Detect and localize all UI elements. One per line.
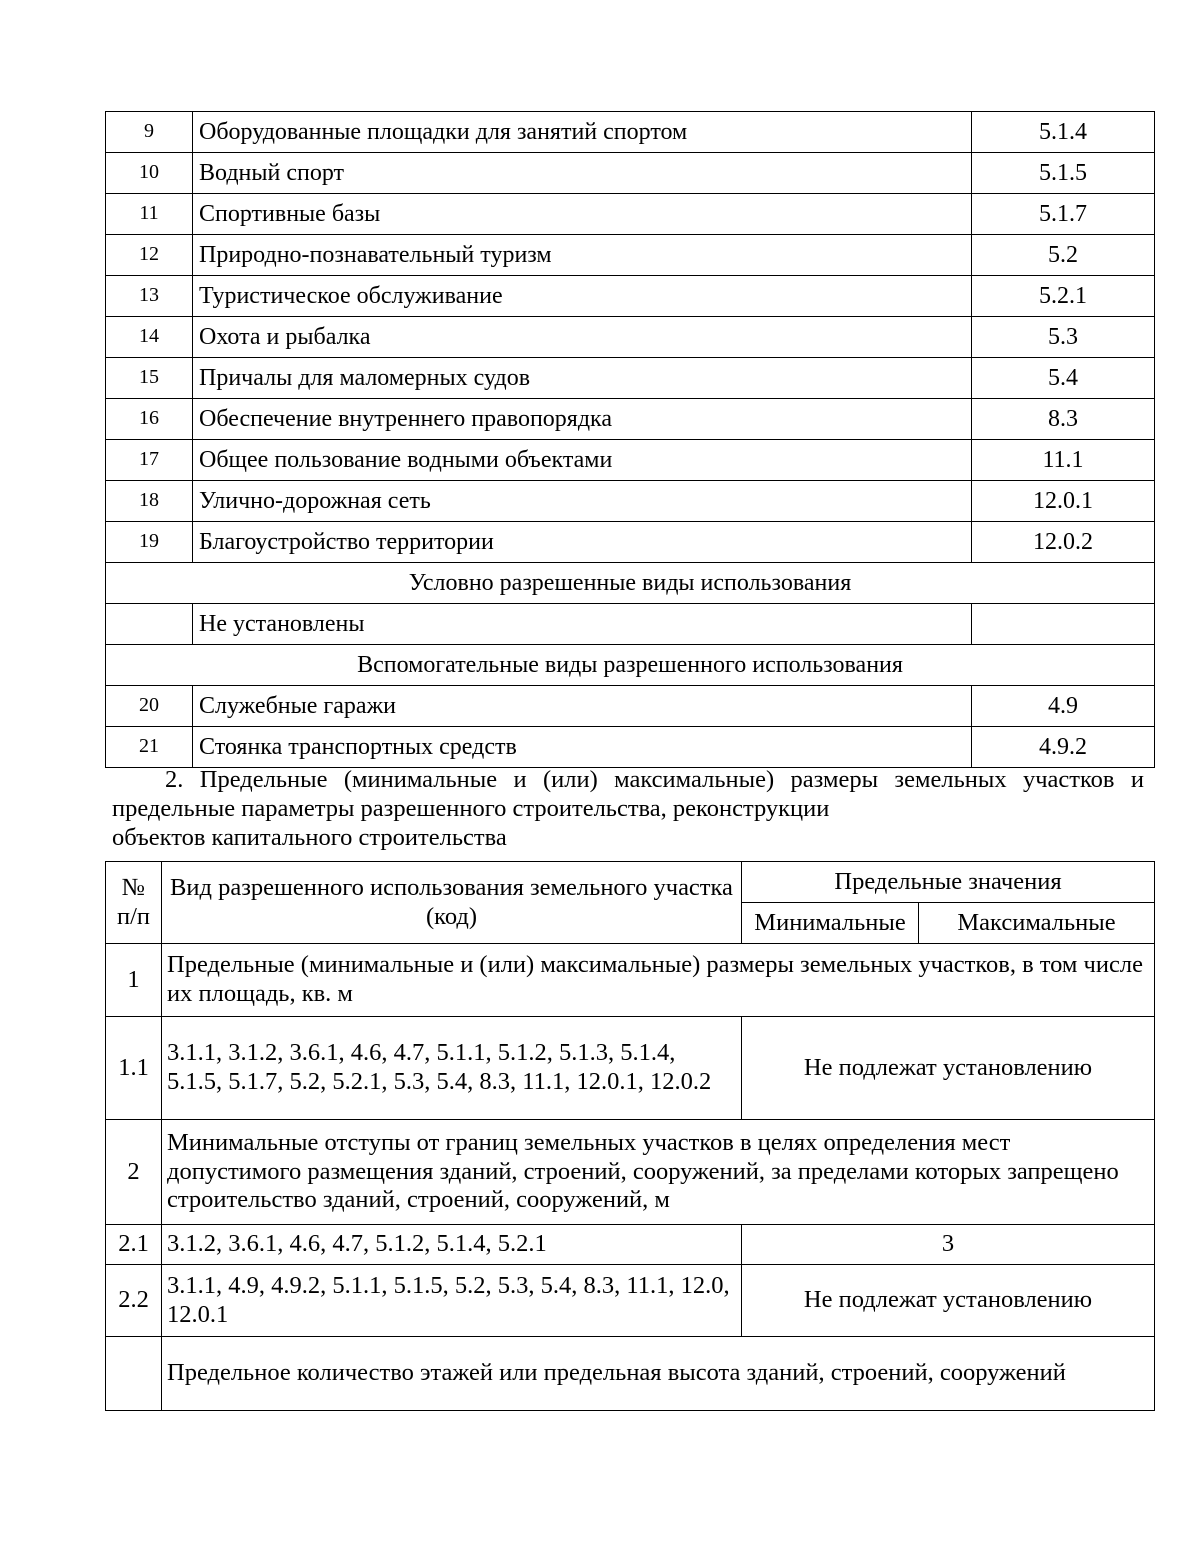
table-row bbox=[106, 727, 1155, 768]
table-row bbox=[106, 194, 1155, 235]
use-name: Причалы для маломерных судов bbox=[193, 358, 972, 399]
row-number bbox=[106, 1337, 162, 1411]
use-code: 5.1.4 bbox=[972, 112, 1155, 153]
use-code: 12.0.2 bbox=[972, 522, 1155, 563]
row-number: 13 bbox=[106, 276, 193, 317]
table-row bbox=[106, 522, 1155, 563]
row-number: 14 bbox=[106, 317, 193, 358]
paragraph-text: 2. Предельные (минимальные и (или) максимальные) размеры земельных участков и предельные параметры разрешенного строительства, реконструкции bbox=[112, 766, 1144, 822]
row-value: 3 bbox=[742, 1225, 1155, 1265]
row-number: 10 bbox=[106, 153, 193, 194]
table-row bbox=[106, 440, 1155, 481]
use-name: Обеспечение внутреннего правопорядка bbox=[193, 399, 972, 440]
row-number: 2 bbox=[106, 1120, 162, 1225]
table-row bbox=[106, 481, 1155, 522]
row-number: 21 bbox=[106, 727, 193, 768]
row-codes: 3.1.1, 4.9, 4.9.2, 5.1.1, 5.1.5, 5.2, 5.3, 5.4, 8.3, 11.1, 12.0, 12.0.1 bbox=[162, 1265, 742, 1337]
table-row bbox=[106, 358, 1155, 399]
use-name: Природно-познавательный туризм bbox=[193, 235, 972, 276]
table-row bbox=[106, 1225, 1155, 1265]
use-code: 5.3 bbox=[972, 317, 1155, 358]
table-row bbox=[106, 112, 1155, 153]
use-name: Водный спорт bbox=[193, 153, 972, 194]
table-row bbox=[106, 944, 1155, 1017]
use-name: Благоустройство территории bbox=[193, 522, 972, 563]
use-code: 5.1.7 bbox=[972, 194, 1155, 235]
conditional-uses-header: Условно разрешенные виды использования bbox=[106, 563, 1155, 604]
row-number: 15 bbox=[106, 358, 193, 399]
row-number: 16 bbox=[106, 399, 193, 440]
use-name: Улично-дорожная сеть bbox=[193, 481, 972, 522]
use-name: Стоянка транспортных средств bbox=[193, 727, 972, 768]
row-text: Предельные (минимальные и (или) максимальные) размеры земельных участков, в том числе их площадь, кв. м bbox=[162, 944, 1155, 1017]
table-row bbox=[106, 686, 1155, 727]
row-number: 1 bbox=[106, 944, 162, 1017]
row-text: Минимальные отступы от границ земельных участков в целях определения мест допустимого размещения зданий, строений, сооружений, за пределами которых запрещено строительство зданий, строений, сооружений, м bbox=[162, 1120, 1155, 1225]
paragraph-text-end: объектов капитального строительства bbox=[112, 823, 507, 851]
table-header-row bbox=[106, 862, 1155, 903]
table-row bbox=[106, 276, 1155, 317]
use-code: 11.1 bbox=[972, 440, 1155, 481]
row-number: 11 bbox=[106, 194, 193, 235]
table-row bbox=[106, 153, 1155, 194]
use-name: Не установлены bbox=[193, 604, 972, 645]
use-name: Оборудованные площадки для занятий спортом bbox=[193, 112, 972, 153]
use-name: Общее пользование водными объектами bbox=[193, 440, 972, 481]
use-code: 4.9 bbox=[972, 686, 1155, 727]
row-text: Предельное количество этажей или предельная высота зданий, строений, сооружений bbox=[162, 1337, 1155, 1411]
permitted-uses-table bbox=[105, 111, 1155, 768]
table-row bbox=[106, 604, 1155, 645]
auxiliary-uses-header: Вспомогательные виды разрешенного использования bbox=[106, 645, 1155, 686]
header-max: Максимальные bbox=[919, 903, 1155, 944]
limits-table bbox=[105, 861, 1155, 1411]
use-code: 5.2 bbox=[972, 235, 1155, 276]
use-code: 5.4 bbox=[972, 358, 1155, 399]
row-number: 2.1 bbox=[106, 1225, 162, 1265]
row-number: 19 bbox=[106, 522, 193, 563]
row-codes: 3.1.2, 3.6.1, 4.6, 4.7, 5.1.2, 5.1.4, 5.2.1 bbox=[162, 1225, 742, 1265]
header-number: № п/п bbox=[106, 862, 162, 944]
header-use-type: Вид разрешенного использования земельного участка (код) bbox=[162, 862, 742, 944]
use-code: 5.1.5 bbox=[972, 153, 1155, 194]
use-code: 4.9.2 bbox=[972, 727, 1155, 768]
row-number: 18 bbox=[106, 481, 193, 522]
row-value: Не подлежат установлению bbox=[742, 1265, 1155, 1337]
use-code: 5.2.1 bbox=[972, 276, 1155, 317]
use-name: Спортивные базы bbox=[193, 194, 972, 235]
table-row bbox=[106, 235, 1155, 276]
section-header-row bbox=[106, 563, 1155, 604]
row-value: Не подлежат установлению bbox=[742, 1017, 1155, 1120]
row-number: 12 bbox=[106, 235, 193, 276]
row-number: 1.1 bbox=[106, 1017, 162, 1120]
table-row bbox=[106, 1337, 1155, 1411]
section-header-row bbox=[106, 645, 1155, 686]
row-number bbox=[106, 604, 193, 645]
row-number: 20 bbox=[106, 686, 193, 727]
section-2-heading bbox=[112, 766, 1144, 853]
header-limits: Предельные значения bbox=[742, 862, 1155, 903]
table-row bbox=[106, 1017, 1155, 1120]
header-min: Минимальные bbox=[742, 903, 919, 944]
use-code: 12.0.1 bbox=[972, 481, 1155, 522]
table-row bbox=[106, 1120, 1155, 1225]
row-codes: 3.1.1, 3.1.2, 3.6.1, 4.6, 4.7, 5.1.1, 5.1.2, 5.1.3, 5.1.4, 5.1.5, 5.1.7, 5.2, 5.2.1, 5.3, 5.4, 8.3, 11.1, 12.0.1, 12.0.2 bbox=[162, 1017, 742, 1120]
use-name: Охота и рыбалка bbox=[193, 317, 972, 358]
use-name: Туристическое обслуживание bbox=[193, 276, 972, 317]
use-code bbox=[972, 604, 1155, 645]
row-number: 9 bbox=[106, 112, 193, 153]
table-row bbox=[106, 317, 1155, 358]
row-number: 2.2 bbox=[106, 1265, 162, 1337]
table-row bbox=[106, 399, 1155, 440]
use-code: 8.3 bbox=[972, 399, 1155, 440]
row-number: 17 bbox=[106, 440, 193, 481]
table-row bbox=[106, 1265, 1155, 1337]
use-name: Служебные гаражи bbox=[193, 686, 972, 727]
